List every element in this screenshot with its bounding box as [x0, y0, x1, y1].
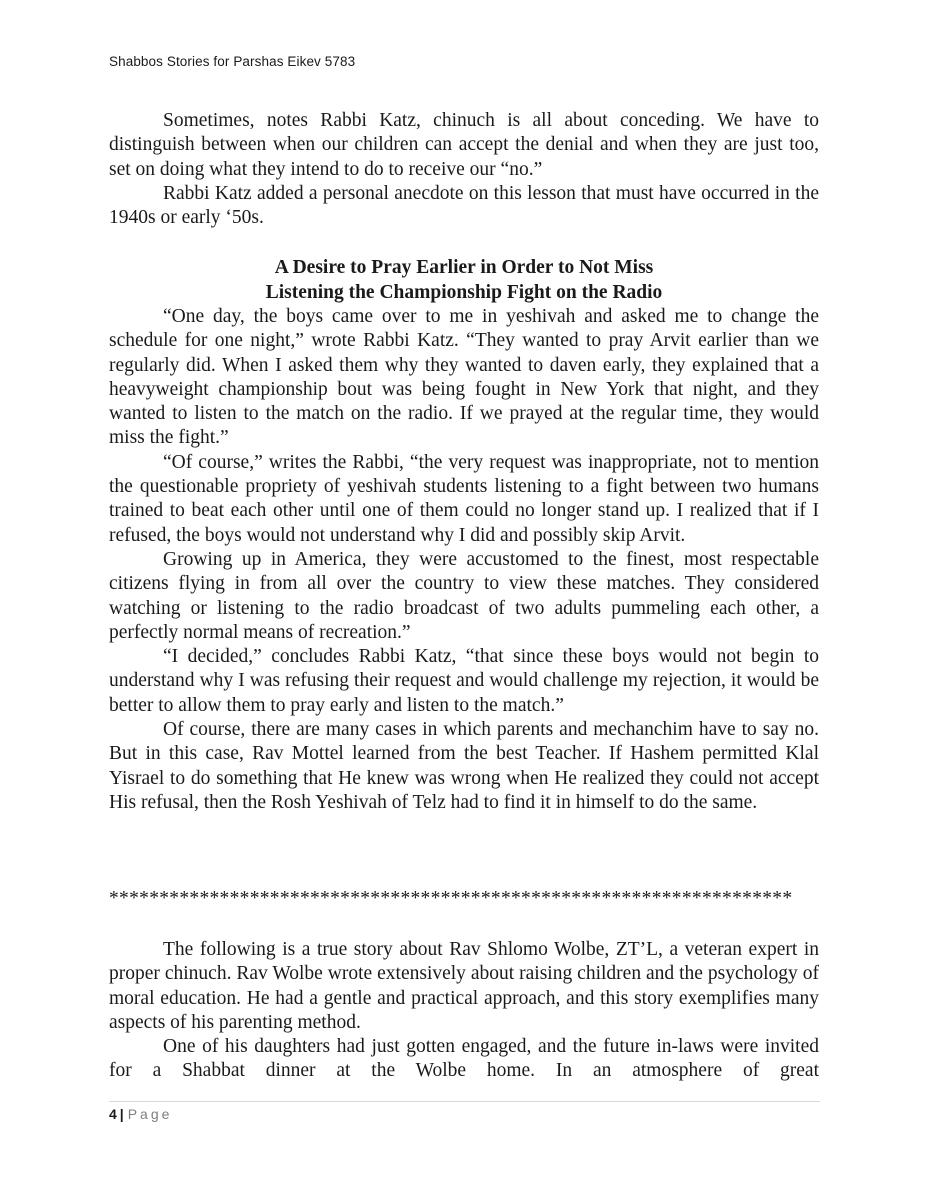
running-header: Shabbos Stories for Parshas Eikev 5783 [109, 54, 356, 69]
paragraph: “I decided,” concludes Rabbi Katz, “that since these boys would not begin to understand why I was refusing their request and would challenge my rejection, it would be better to allow them to pray early and listen to the match.” [109, 646, 819, 716]
paragraph: One of his daughters had just gotten engaged, and the future in-laws were invited for a Shabbat dinner at the Wolbe home. In an atmosphere of great [109, 1036, 819, 1082]
section-title-line-1: A Desire to Pray Earlier in Order to Not Miss [274, 257, 654, 278]
asterisk-separator: ******************************************************************** [109, 888, 793, 909]
page-number: 4 [109, 1106, 117, 1122]
paragraph: The following is a true story about Rav Shlomo Wolbe, ZT’L, a veteran expert in proper chinuch. Rav Wolbe wrote extensively about raising children and the psychology of moral education. He had a gentle and practical approach, and this story exemplifies many aspects of his parenting method. [109, 939, 819, 1033]
section-block [109, 255, 819, 815]
paragraph: Rabbi Katz added a personal anecdote on this lesson that must have occurred in the 1940s or early ‘50s. [109, 182, 819, 229]
paragraph: Of course, there are many cases in which parents and mechanchim have to say no. But in this case, Rav Mottel learned from the best Teacher. If Hashem permitted Klal Yisrael to do something that He knew was wrong when He realized they could not accept His refusal, then the Rosh Yeshivah of Telz had to find it in himself to do the same. [109, 719, 819, 813]
paragraph: Sometimes, notes Rabbi Katz, chinuch is all about conceding. We have to distinguish between when our children can accept the denial and when they are just too, set on doing what they intend to do to receive our “no.” [109, 110, 819, 180]
footer-separator: | [119, 1106, 124, 1122]
separator-wrap [109, 888, 819, 910]
footer-rule [109, 1101, 820, 1102]
second-story-block [109, 938, 819, 1084]
paragraph: Growing up in America, they were accustomed to the finest, most respectable citizens flying in from all over the country to view these matches. They considered watching or listening to the radio broadcast of two adults pummeling each other, a perfectly normal means of recreation.” [109, 548, 819, 643]
paragraph: “One day, the boys came over to me in yeshivah and asked me to change the schedule for one night,” wrote Rabbi Katz. “They wanted to pray Arvit earlier than we regularly did. When I asked them why they wanted to daven early, they explained that a heavyweight championship bout was being fought in New York that night, and they wanted to listen to the match on the radio. If we prayed at the regular time, they would miss the fight.” [109, 306, 819, 449]
intro-text-block [109, 109, 819, 230]
page-label: Page [127, 1106, 173, 1122]
section-title-line-2: Listening the Championship Fight on the Radio [265, 282, 663, 303]
paragraph: “Of course,” writes the Rabbi, “the very request was inappropriate, not to mention the questionable propriety of yeshivah students listening to a fight between two humans trained to beat each other until one of them could no longer stand up. I realized that if I refused, the boys would not understand why I did and possibly skip Arvit. [109, 451, 819, 546]
page-footer [109, 1106, 172, 1122]
